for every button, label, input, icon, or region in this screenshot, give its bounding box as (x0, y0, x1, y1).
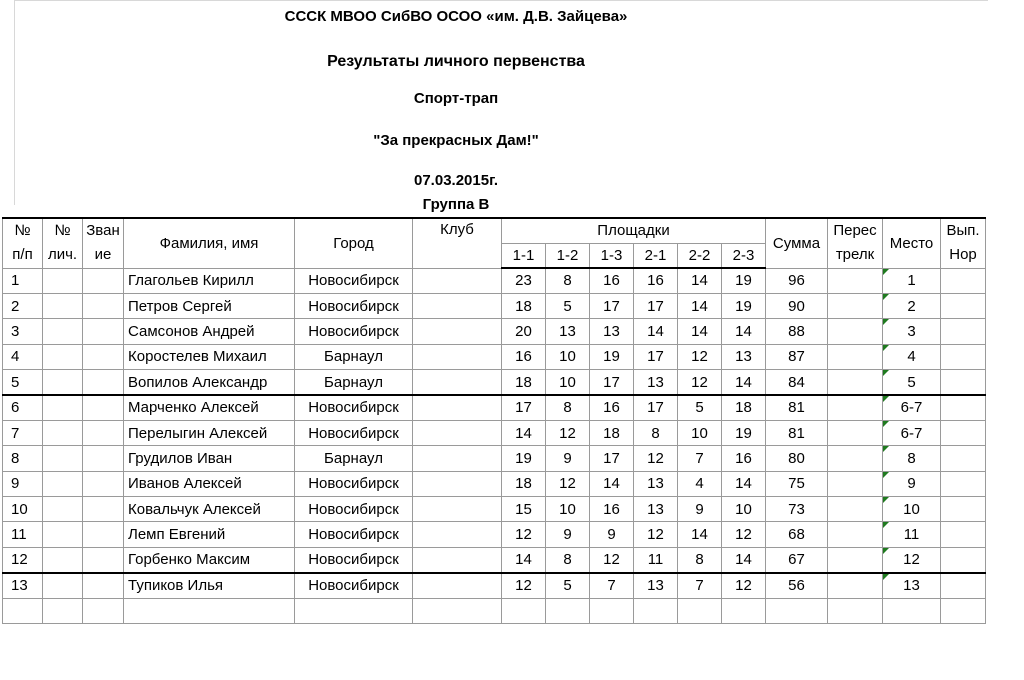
cell-name: Перелыгин Алексей (124, 420, 295, 445)
cell-city: Барнаул (295, 446, 413, 471)
cell-city: Новосибирск (295, 319, 413, 344)
cell-num: 3 (3, 319, 43, 344)
cell-empty (883, 598, 941, 623)
col-rank: Зван ие (83, 218, 124, 268)
cell-score: 14 (678, 522, 722, 547)
cell-empty (413, 598, 502, 623)
cell-city: Новосибирск (295, 547, 413, 572)
cell-score: 16 (590, 268, 634, 293)
cell-rank (83, 293, 124, 318)
cell-empty (678, 598, 722, 623)
cell-norm (941, 573, 986, 598)
cell-score: 10 (546, 497, 590, 522)
col-name: Фамилия, имя (124, 218, 295, 268)
cell-norm (941, 497, 986, 522)
cell-score: 13 (634, 370, 678, 395)
cell-score: 8 (546, 268, 590, 293)
cell-score: 13 (546, 319, 590, 344)
cell-city: Новосибирск (295, 471, 413, 496)
cell-score: 10 (722, 497, 766, 522)
col-range-2-3: 2-3 (722, 243, 766, 268)
col-license: № лич. (43, 218, 83, 268)
cell-score: 10 (546, 344, 590, 369)
cell-score: 18 (722, 395, 766, 420)
cell-club (413, 395, 502, 420)
cell-place: 12 (883, 547, 941, 572)
cell-num: 9 (3, 471, 43, 496)
cell-score: 14 (722, 547, 766, 572)
col-range-1-1: 1-1 (502, 243, 546, 268)
cell-score: 17 (590, 293, 634, 318)
cell-empty (722, 598, 766, 623)
cell-score: 4 (678, 471, 722, 496)
cell-license (43, 268, 83, 293)
cell-score: 18 (590, 420, 634, 445)
cell-license (43, 344, 83, 369)
cell-license (43, 522, 83, 547)
col-range-1-2: 1-2 (546, 243, 590, 268)
cell-city: Новосибирск (295, 268, 413, 293)
cell-shootoff (828, 446, 883, 471)
cell-place: 1 (883, 268, 941, 293)
col-norm: Вып. Нор (941, 218, 986, 268)
cell-sum: 73 (766, 497, 828, 522)
cell-score: 12 (546, 420, 590, 445)
col-sum: Сумма (766, 218, 828, 268)
cell-name: Самсонов Андрей (124, 319, 295, 344)
cell-score: 10 (546, 370, 590, 395)
cell-score: 16 (590, 395, 634, 420)
cell-score: 9 (590, 522, 634, 547)
table-row (3, 547, 986, 572)
col-num: № п/п (3, 218, 43, 268)
cell-club (413, 268, 502, 293)
cell-shootoff (828, 268, 883, 293)
cell-city: Новосибирск (295, 293, 413, 318)
cell-license (43, 319, 83, 344)
cell-license (43, 547, 83, 572)
col-shootoff: Перес трелк (828, 218, 883, 268)
cell-place: 10 (883, 497, 941, 522)
cell-city: Новосибирск (295, 522, 413, 547)
cell-empty (546, 598, 590, 623)
table-row (3, 497, 986, 522)
cell-score: 16 (590, 497, 634, 522)
cell-shootoff (828, 471, 883, 496)
cell-club (413, 293, 502, 318)
cell-score: 19 (722, 293, 766, 318)
cell-license (43, 420, 83, 445)
cell-place: 8 (883, 446, 941, 471)
cell-score: 12 (722, 522, 766, 547)
cell-norm (941, 395, 986, 420)
cell-score: 7 (678, 446, 722, 471)
cell-norm (941, 547, 986, 572)
cell-norm (941, 522, 986, 547)
cell-score: 7 (678, 573, 722, 598)
cell-rank (83, 268, 124, 293)
cell-num: 6 (3, 395, 43, 420)
cell-score: 14 (502, 547, 546, 572)
cell-score: 5 (546, 293, 590, 318)
cell-rank (83, 522, 124, 547)
cell-rank (83, 573, 124, 598)
cell-score: 12 (678, 344, 722, 369)
cell-shootoff (828, 395, 883, 420)
results-table (2, 217, 986, 624)
cell-name: Марченко Алексей (124, 395, 295, 420)
cell-place: 11 (883, 522, 941, 547)
cell-score: 9 (546, 446, 590, 471)
cell-empty (502, 598, 546, 623)
cell-sum: 88 (766, 319, 828, 344)
cell-license (43, 573, 83, 598)
cell-norm (941, 344, 986, 369)
cell-score: 8 (678, 547, 722, 572)
cell-score: 17 (502, 395, 546, 420)
table-row (3, 446, 986, 471)
cell-license (43, 446, 83, 471)
cell-shootoff (828, 319, 883, 344)
cell-name: Коростелев Михаил (124, 344, 295, 369)
cell-empty (634, 598, 678, 623)
cell-name: Иванов Алексей (124, 471, 295, 496)
table-row (3, 573, 986, 598)
cell-sum: 68 (766, 522, 828, 547)
group-label: Группа В (422, 196, 490, 213)
cell-city: Барнаул (295, 370, 413, 395)
cell-club (413, 446, 502, 471)
cell-num: 4 (3, 344, 43, 369)
cell-score: 17 (634, 395, 678, 420)
cell-place: 2 (883, 293, 941, 318)
cell-empty (828, 598, 883, 623)
cell-score: 17 (634, 293, 678, 318)
org-title: СССК МВОО СибВО ОСОО «им. Д.В. Зайцева» (284, 8, 628, 25)
report-title: Результаты личного первенства (327, 53, 585, 70)
cell-num: 12 (3, 547, 43, 572)
cell-rank (83, 471, 124, 496)
cell-score: 16 (502, 344, 546, 369)
cell-score: 15 (502, 497, 546, 522)
cell-club (413, 547, 502, 572)
cell-num: 1 (3, 268, 43, 293)
cell-num: 10 (3, 497, 43, 522)
cell-score: 19 (590, 344, 634, 369)
discipline-label: Спорт-трап (413, 90, 499, 107)
cell-name: Глагольев Кирилл (124, 268, 295, 293)
cell-score: 17 (634, 344, 678, 369)
cell-score: 9 (678, 497, 722, 522)
col-ranges: Площадки (502, 218, 766, 243)
cell-sum: 81 (766, 395, 828, 420)
cell-license (43, 497, 83, 522)
cell-place: 6-7 (883, 395, 941, 420)
cell-name: Тупиков Илья (124, 573, 295, 598)
cell-num: 13 (3, 573, 43, 598)
cell-empty (590, 598, 634, 623)
col-place: Место (883, 218, 941, 268)
table-row (3, 395, 986, 420)
cell-score: 17 (590, 370, 634, 395)
cell-norm (941, 446, 986, 471)
cell-place: 3 (883, 319, 941, 344)
cell-place: 13 (883, 573, 941, 598)
cell-score: 23 (502, 268, 546, 293)
cell-norm (941, 268, 986, 293)
cell-norm (941, 319, 986, 344)
cell-score: 14 (678, 319, 722, 344)
cell-norm (941, 420, 986, 445)
cell-rank (83, 547, 124, 572)
cell-score: 18 (502, 471, 546, 496)
cell-club (413, 319, 502, 344)
cell-rank (83, 319, 124, 344)
cell-score: 7 (590, 573, 634, 598)
cell-score: 5 (678, 395, 722, 420)
cell-city: Новосибирск (295, 420, 413, 445)
cell-score: 14 (722, 471, 766, 496)
cell-shootoff (828, 522, 883, 547)
cell-score: 19 (722, 268, 766, 293)
table-row (3, 319, 986, 344)
cell-club (413, 471, 502, 496)
cell-score: 12 (502, 573, 546, 598)
cell-score: 19 (722, 420, 766, 445)
cell-score: 10 (678, 420, 722, 445)
cell-score: 12 (546, 471, 590, 496)
cell-sum: 84 (766, 370, 828, 395)
cell-score: 14 (678, 293, 722, 318)
cell-score: 12 (590, 547, 634, 572)
cell-score: 12 (678, 370, 722, 395)
table-row (3, 293, 986, 318)
cell-rank (83, 420, 124, 445)
cell-score: 5 (546, 573, 590, 598)
cell-city: Барнаул (295, 344, 413, 369)
col-range-2-2: 2-2 (678, 243, 722, 268)
table-row (3, 344, 986, 369)
col-city: Город (295, 218, 413, 268)
cell-club (413, 420, 502, 445)
cell-license (43, 293, 83, 318)
table-row (3, 370, 986, 395)
cell-license (43, 370, 83, 395)
cell-empty (83, 598, 124, 623)
sheet-border-top (14, 0, 988, 1)
cell-score: 20 (502, 319, 546, 344)
cell-score: 8 (546, 547, 590, 572)
cell-norm (941, 471, 986, 496)
cell-sum: 80 (766, 446, 828, 471)
cell-place: 4 (883, 344, 941, 369)
cell-score: 19 (502, 446, 546, 471)
cell-shootoff (828, 293, 883, 318)
cell-empty (43, 598, 83, 623)
cell-score: 14 (502, 420, 546, 445)
cell-sum: 56 (766, 573, 828, 598)
cell-shootoff (828, 547, 883, 572)
cell-rank (83, 344, 124, 369)
cell-rank (83, 370, 124, 395)
cell-license (43, 471, 83, 496)
cell-num: 7 (3, 420, 43, 445)
cell-sum: 67 (766, 547, 828, 572)
cell-sum: 90 (766, 293, 828, 318)
cell-score: 13 (634, 573, 678, 598)
cell-place: 5 (883, 370, 941, 395)
cell-club (413, 522, 502, 547)
cell-club (413, 497, 502, 522)
col-range-2-1: 2-1 (634, 243, 678, 268)
cell-empty (3, 598, 43, 623)
cell-empty (124, 598, 295, 623)
cell-score: 14 (722, 370, 766, 395)
cell-score: 8 (634, 420, 678, 445)
cell-norm (941, 370, 986, 395)
cell-score: 12 (502, 522, 546, 547)
cell-score: 16 (634, 268, 678, 293)
cell-sum: 96 (766, 268, 828, 293)
cell-name: Петров Сергей (124, 293, 295, 318)
cell-score: 8 (546, 395, 590, 420)
cell-empty (766, 598, 828, 623)
cell-empty (295, 598, 413, 623)
cell-club (413, 573, 502, 598)
cell-score: 14 (590, 471, 634, 496)
cell-sum: 87 (766, 344, 828, 369)
cell-place: 6-7 (883, 420, 941, 445)
table-row (3, 522, 986, 547)
cell-score: 12 (722, 573, 766, 598)
cell-norm (941, 293, 986, 318)
cell-city: Новосибирск (295, 573, 413, 598)
cell-score: 14 (634, 319, 678, 344)
cell-score: 18 (502, 293, 546, 318)
cell-shootoff (828, 420, 883, 445)
col-club: Клуб (413, 218, 502, 268)
cell-license (43, 395, 83, 420)
cell-score: 14 (678, 268, 722, 293)
table-row (3, 420, 986, 445)
cell-num: 2 (3, 293, 43, 318)
cell-sum: 75 (766, 471, 828, 496)
cell-score: 18 (502, 370, 546, 395)
cell-shootoff (828, 344, 883, 369)
col-range-1-3: 1-3 (590, 243, 634, 268)
cell-name: Лемп Евгений (124, 522, 295, 547)
cell-name: Вопилов Александр (124, 370, 295, 395)
cell-name: Грудилов Иван (124, 446, 295, 471)
cell-score: 12 (634, 522, 678, 547)
cell-shootoff (828, 573, 883, 598)
cell-score: 16 (722, 446, 766, 471)
cell-name: Горбенко Максим (124, 547, 295, 572)
cell-club (413, 344, 502, 369)
cell-shootoff (828, 370, 883, 395)
event-name: "За прекрасных Дам!" (373, 132, 539, 149)
cell-score: 13 (722, 344, 766, 369)
table-row-empty (3, 598, 986, 623)
cell-score: 13 (634, 497, 678, 522)
cell-rank (83, 497, 124, 522)
cell-place: 9 (883, 471, 941, 496)
cell-score: 11 (634, 547, 678, 572)
cell-score: 14 (722, 319, 766, 344)
cell-rank (83, 446, 124, 471)
table-row (3, 268, 986, 293)
cell-score: 9 (546, 522, 590, 547)
cell-score: 17 (590, 446, 634, 471)
cell-score: 12 (634, 446, 678, 471)
cell-num: 5 (3, 370, 43, 395)
cell-name: Ковальчук Алексей (124, 497, 295, 522)
event-date: 07.03.2015г. (414, 172, 498, 189)
cell-sum: 81 (766, 420, 828, 445)
cell-num: 8 (3, 446, 43, 471)
cell-score: 13 (634, 471, 678, 496)
cell-empty (941, 598, 986, 623)
cell-club (413, 370, 502, 395)
cell-city: Новосибирск (295, 395, 413, 420)
table-row (3, 471, 986, 496)
cell-score: 13 (590, 319, 634, 344)
cell-city: Новосибирск (295, 497, 413, 522)
cell-rank (83, 395, 124, 420)
cell-shootoff (828, 497, 883, 522)
cell-num: 11 (3, 522, 43, 547)
